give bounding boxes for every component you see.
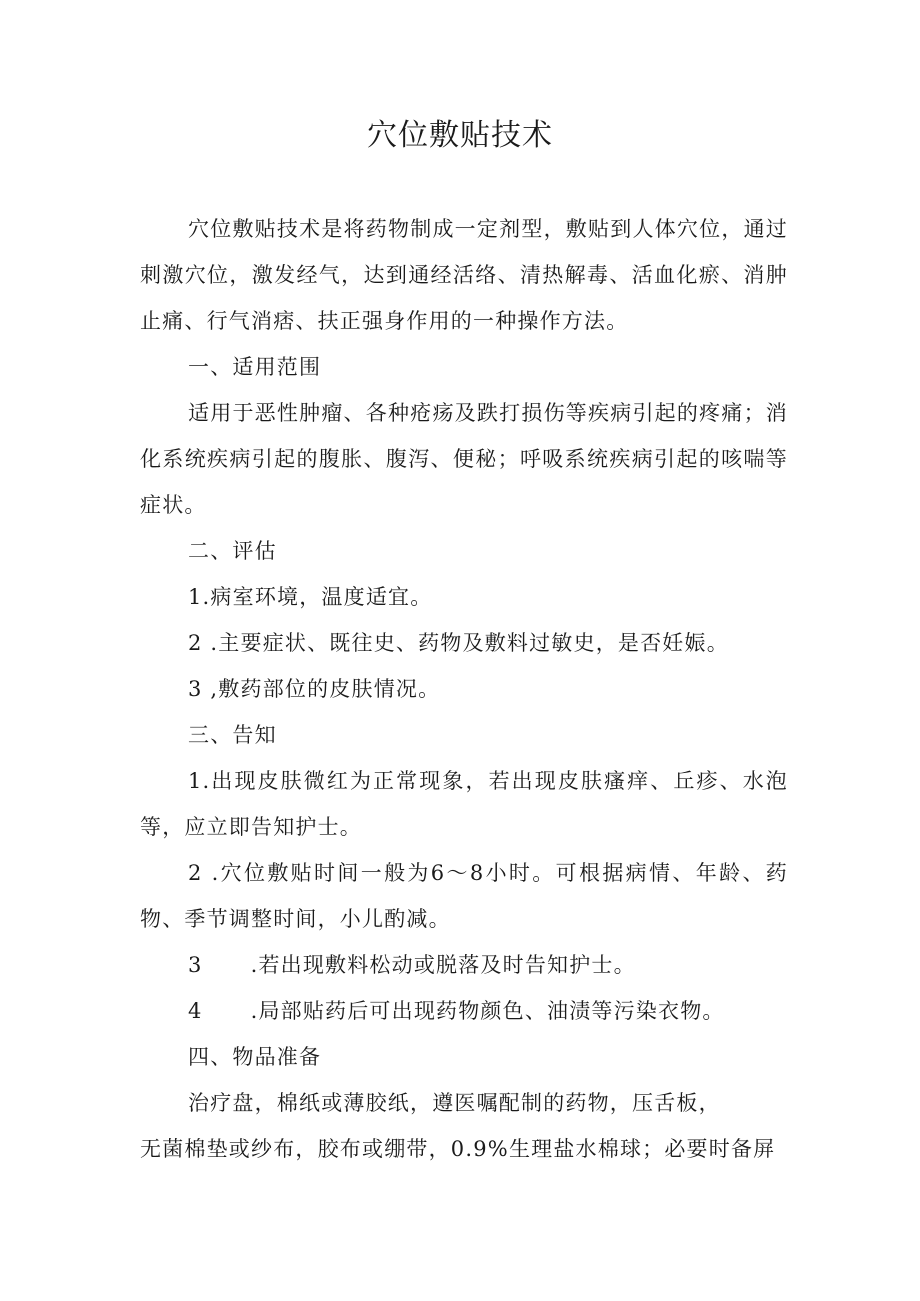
section-heading-assessment: 二、评估 (188, 539, 277, 563)
document-title: 穴位敷贴技术 (367, 118, 553, 153)
section-heading-scope: 一、适用范围 (188, 355, 322, 379)
intro-paragraph: 穴位敷贴技术是将药物制成一定剂型，敷贴到人体穴位，通过刺激穴位，激发经气，达到通经活络、清热解毒、活血化瘀、消肿止痛、行气消痞、扶正强身作用的一种操作方法。 (140, 217, 788, 333)
notice-item-4-text: .局部贴药后可出现药物颜色、油渍等污染衣物。 (250, 999, 725, 1023)
assessment-item-2: 2 .主要症状、既往史、药物及敷料过敏史，是否妊娠。 (188, 631, 729, 655)
assessment-item-3: 3 ,敷药部位的皮肤情况。 (188, 677, 441, 701)
supplies-line-1: 治疗盘，棉纸或薄胶纸，遵医嘱配制的药物，压舌板， (188, 1091, 721, 1115)
notice-item-3 (140, 942, 788, 988)
section-heading-notice: 三、告知 (188, 723, 277, 747)
notice-item-2: 2 .穴位敷贴时间一般为6～8小时。可根据病情、年龄、药物、季节调整时间，小儿酌减。 (140, 861, 788, 931)
notice-item-1: 1.出现皮肤微红为正常现象，若出现皮肤瘙痒、丘疹、水泡等，应立即告知护士。 (140, 769, 788, 839)
scope-paragraph: 适用于恶性肿瘤、各种疮疡及跌打损伤等疾病引起的疼痛；消化系统疾病引起的腹胀、腹泻、便秘；呼吸系统疾病引起的咳喘等症状。 (140, 401, 788, 517)
notice-item-4 (140, 988, 788, 1034)
notice-item-3-text: .若出现敷料松动或脱落及时告知护士。 (250, 953, 636, 977)
section-heading-supplies: 四、物品准备 (188, 1045, 322, 1069)
notice-item-4-number: 4 (188, 999, 203, 1023)
supplies-line-2: 无菌棉垫或纱布，胶布或绷带，0.9%生理盐水棉球；必要时备屏 (140, 1137, 776, 1161)
assessment-item-1: 1.病室环境，温度适宜。 (188, 585, 433, 609)
document-body (140, 206, 788, 1172)
notice-item-3-number: 3 (188, 953, 203, 977)
